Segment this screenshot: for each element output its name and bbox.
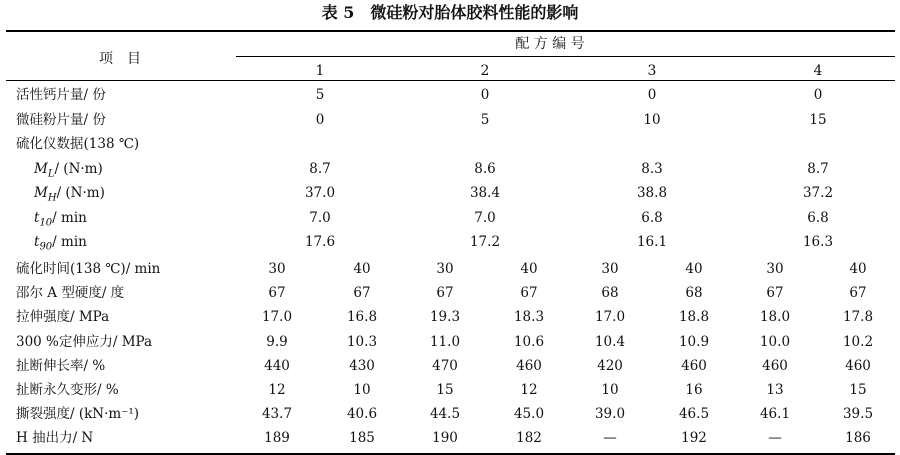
table-cell: 67 bbox=[436, 285, 454, 302]
header-group-rule bbox=[236, 56, 895, 57]
table-cell: 18.3 bbox=[513, 309, 545, 326]
table-cell: 40 bbox=[849, 261, 867, 277]
header-item: 项 目 bbox=[99, 51, 141, 67]
table-cell: 189 bbox=[264, 430, 290, 447]
table-cell: 18.0 bbox=[759, 309, 791, 326]
row-label: 拉伸强度/ MPa bbox=[16, 309, 110, 326]
table-cell: 16.3 bbox=[802, 234, 834, 250]
table-cell: 8.6 bbox=[474, 160, 496, 177]
table-cell: 13 bbox=[766, 382, 784, 398]
formula-header: 1 bbox=[315, 63, 325, 79]
row-label: 邵尔 A 型硬度/ 度 bbox=[16, 285, 125, 302]
table-cell: 10.0 bbox=[759, 333, 791, 350]
table-cell: 0 bbox=[647, 87, 657, 103]
table-cell: 15 bbox=[436, 382, 454, 398]
symbol-subscript: 90 bbox=[39, 241, 53, 253]
table-cell: 67 bbox=[268, 285, 286, 302]
row-label: 扯断伸长率/ % bbox=[16, 357, 106, 374]
table-cell: 18.8 bbox=[678, 309, 710, 326]
table-cell: 15 bbox=[849, 382, 867, 398]
table-cell: 38.4 bbox=[469, 185, 501, 201]
table-cell: 16 bbox=[685, 382, 703, 398]
table-cell: 10.3 bbox=[346, 333, 378, 350]
table-cell: — bbox=[768, 430, 782, 447]
top-rule bbox=[6, 30, 895, 32]
table-cell: 190 bbox=[432, 430, 458, 447]
unit: / min bbox=[52, 209, 87, 226]
table-cell: 8.7 bbox=[309, 160, 331, 177]
row-label: 活性钙片量/ 份 bbox=[16, 87, 106, 103]
table-cell: 10.9 bbox=[678, 333, 710, 350]
table-cell: 68 bbox=[601, 285, 619, 302]
row-label: 硫化时间(138 ℃)/ min bbox=[16, 261, 161, 277]
table-cell: 68 bbox=[685, 285, 703, 302]
table-cell: 39.5 bbox=[842, 406, 874, 423]
table-cell: 67 bbox=[849, 285, 867, 302]
table-cell: 470 bbox=[432, 357, 458, 374]
row-label: H 抽出力/ N bbox=[16, 430, 94, 447]
table-cell: 460 bbox=[845, 357, 871, 374]
table-cell: 0 bbox=[315, 111, 325, 128]
table-cell: 440 bbox=[264, 357, 290, 374]
table-cell: 16.1 bbox=[636, 234, 668, 250]
table-cell: 44.5 bbox=[429, 406, 461, 423]
table-cell: 17.2 bbox=[469, 234, 501, 250]
table-cell: 17.8 bbox=[842, 309, 874, 326]
table-cell: 43.7 bbox=[261, 406, 293, 423]
table-cell: 186 bbox=[845, 430, 871, 447]
table-cell: 10 bbox=[601, 382, 619, 398]
table-cell: 10.6 bbox=[513, 333, 545, 350]
table-cell: 40 bbox=[353, 261, 371, 277]
table-cell: 12 bbox=[520, 382, 538, 398]
table-cell: 38.8 bbox=[636, 185, 668, 201]
table-cell: 6.8 bbox=[807, 209, 829, 226]
table-cell: 39.0 bbox=[594, 406, 626, 423]
table-cell: 12 bbox=[268, 382, 286, 398]
symbol-subscript: L bbox=[47, 168, 55, 180]
table-cell: 37.2 bbox=[802, 185, 834, 201]
table-cell: 10 bbox=[643, 111, 661, 128]
table-cell: — bbox=[603, 430, 617, 447]
symbol-subscript: H bbox=[47, 192, 57, 204]
table-cell: 17.6 bbox=[304, 234, 336, 250]
symbol: M bbox=[34, 160, 48, 177]
table-cell: 6.8 bbox=[641, 209, 663, 226]
table-cell: 17.0 bbox=[594, 309, 626, 326]
row-label: 300 %定伸应力/ MPa bbox=[16, 333, 153, 350]
table-cell: 16.8 bbox=[346, 309, 378, 326]
table-cell: 9.9 bbox=[266, 333, 288, 350]
header-formula-group: 配 方 编 号 bbox=[515, 36, 585, 52]
formula-header: 2 bbox=[480, 63, 490, 79]
table-cell: 11.0 bbox=[429, 333, 461, 350]
table-cell: 185 bbox=[349, 430, 375, 447]
header-bottom-rule bbox=[6, 80, 895, 81]
table-cell: 15 bbox=[809, 111, 827, 128]
table-cell: 40.6 bbox=[346, 406, 378, 423]
table-cell: 40 bbox=[520, 261, 538, 277]
table-cell: 460 bbox=[681, 357, 707, 374]
table-cell: 10.2 bbox=[842, 333, 874, 350]
unit: / (N·m) bbox=[56, 185, 105, 201]
table-cell: 19.3 bbox=[429, 309, 461, 326]
rheometer-row-label bbox=[34, 236, 87, 253]
table-cell: 5 bbox=[315, 87, 325, 103]
symbol-subscript: 10 bbox=[39, 217, 53, 229]
symbol: t bbox=[34, 234, 40, 250]
table-cell: 30 bbox=[268, 261, 286, 277]
table-cell: 8.3 bbox=[641, 160, 663, 177]
row-label: 撕裂强度/ (kN·m⁻¹) bbox=[16, 406, 139, 423]
unit: / (N·m) bbox=[54, 160, 103, 177]
table-cell: 17.0 bbox=[261, 309, 293, 326]
table-cell: 7.0 bbox=[474, 209, 496, 226]
table-cell: 67 bbox=[353, 285, 371, 302]
unit: / min bbox=[52, 234, 87, 250]
rheometer-row-label bbox=[34, 160, 103, 180]
table-cell: 45.0 bbox=[513, 406, 545, 423]
table-cell: 10.4 bbox=[594, 333, 626, 350]
table-cell: 10 bbox=[353, 382, 371, 398]
table-cell: 67 bbox=[766, 285, 784, 302]
table-cell: 30 bbox=[766, 261, 784, 277]
table-cell: 46.5 bbox=[678, 406, 710, 423]
table-cell: 0 bbox=[813, 87, 823, 103]
table-cell: 430 bbox=[349, 357, 375, 374]
table-cell: 5 bbox=[480, 111, 490, 128]
table-cell: 460 bbox=[516, 357, 542, 374]
table-title: 表 5 微硅粉对胎体胶料性能的影响 bbox=[321, 3, 579, 22]
table-cell: 40 bbox=[685, 261, 703, 277]
table-cell: 46.1 bbox=[759, 406, 791, 423]
rheometer-section-label: 硫化仪数据(138 ℃) bbox=[16, 136, 140, 152]
table-cell: 420 bbox=[597, 357, 623, 374]
table-cell: 0 bbox=[480, 87, 490, 103]
row-label: 微硅粉片量/ 份 bbox=[16, 111, 106, 128]
row-label: 扯断永久变形/ % bbox=[16, 382, 119, 398]
formula-header: 3 bbox=[647, 63, 657, 79]
table-cell: 37.0 bbox=[304, 185, 336, 201]
table-cell: 30 bbox=[436, 261, 454, 277]
table-cell: 192 bbox=[681, 430, 707, 447]
rheometer-row-label bbox=[34, 209, 87, 229]
table-cell: 7.0 bbox=[309, 209, 331, 226]
rheometer-row-label bbox=[34, 187, 105, 204]
formula-header: 4 bbox=[813, 63, 823, 79]
symbol: M bbox=[34, 185, 48, 201]
table-cell: 460 bbox=[762, 357, 788, 374]
table-cell: 182 bbox=[516, 430, 542, 447]
table-cell: 67 bbox=[520, 285, 538, 302]
symbol: t bbox=[34, 209, 40, 226]
table-cell: 30 bbox=[601, 261, 619, 277]
table-cell: 8.7 bbox=[807, 160, 829, 177]
